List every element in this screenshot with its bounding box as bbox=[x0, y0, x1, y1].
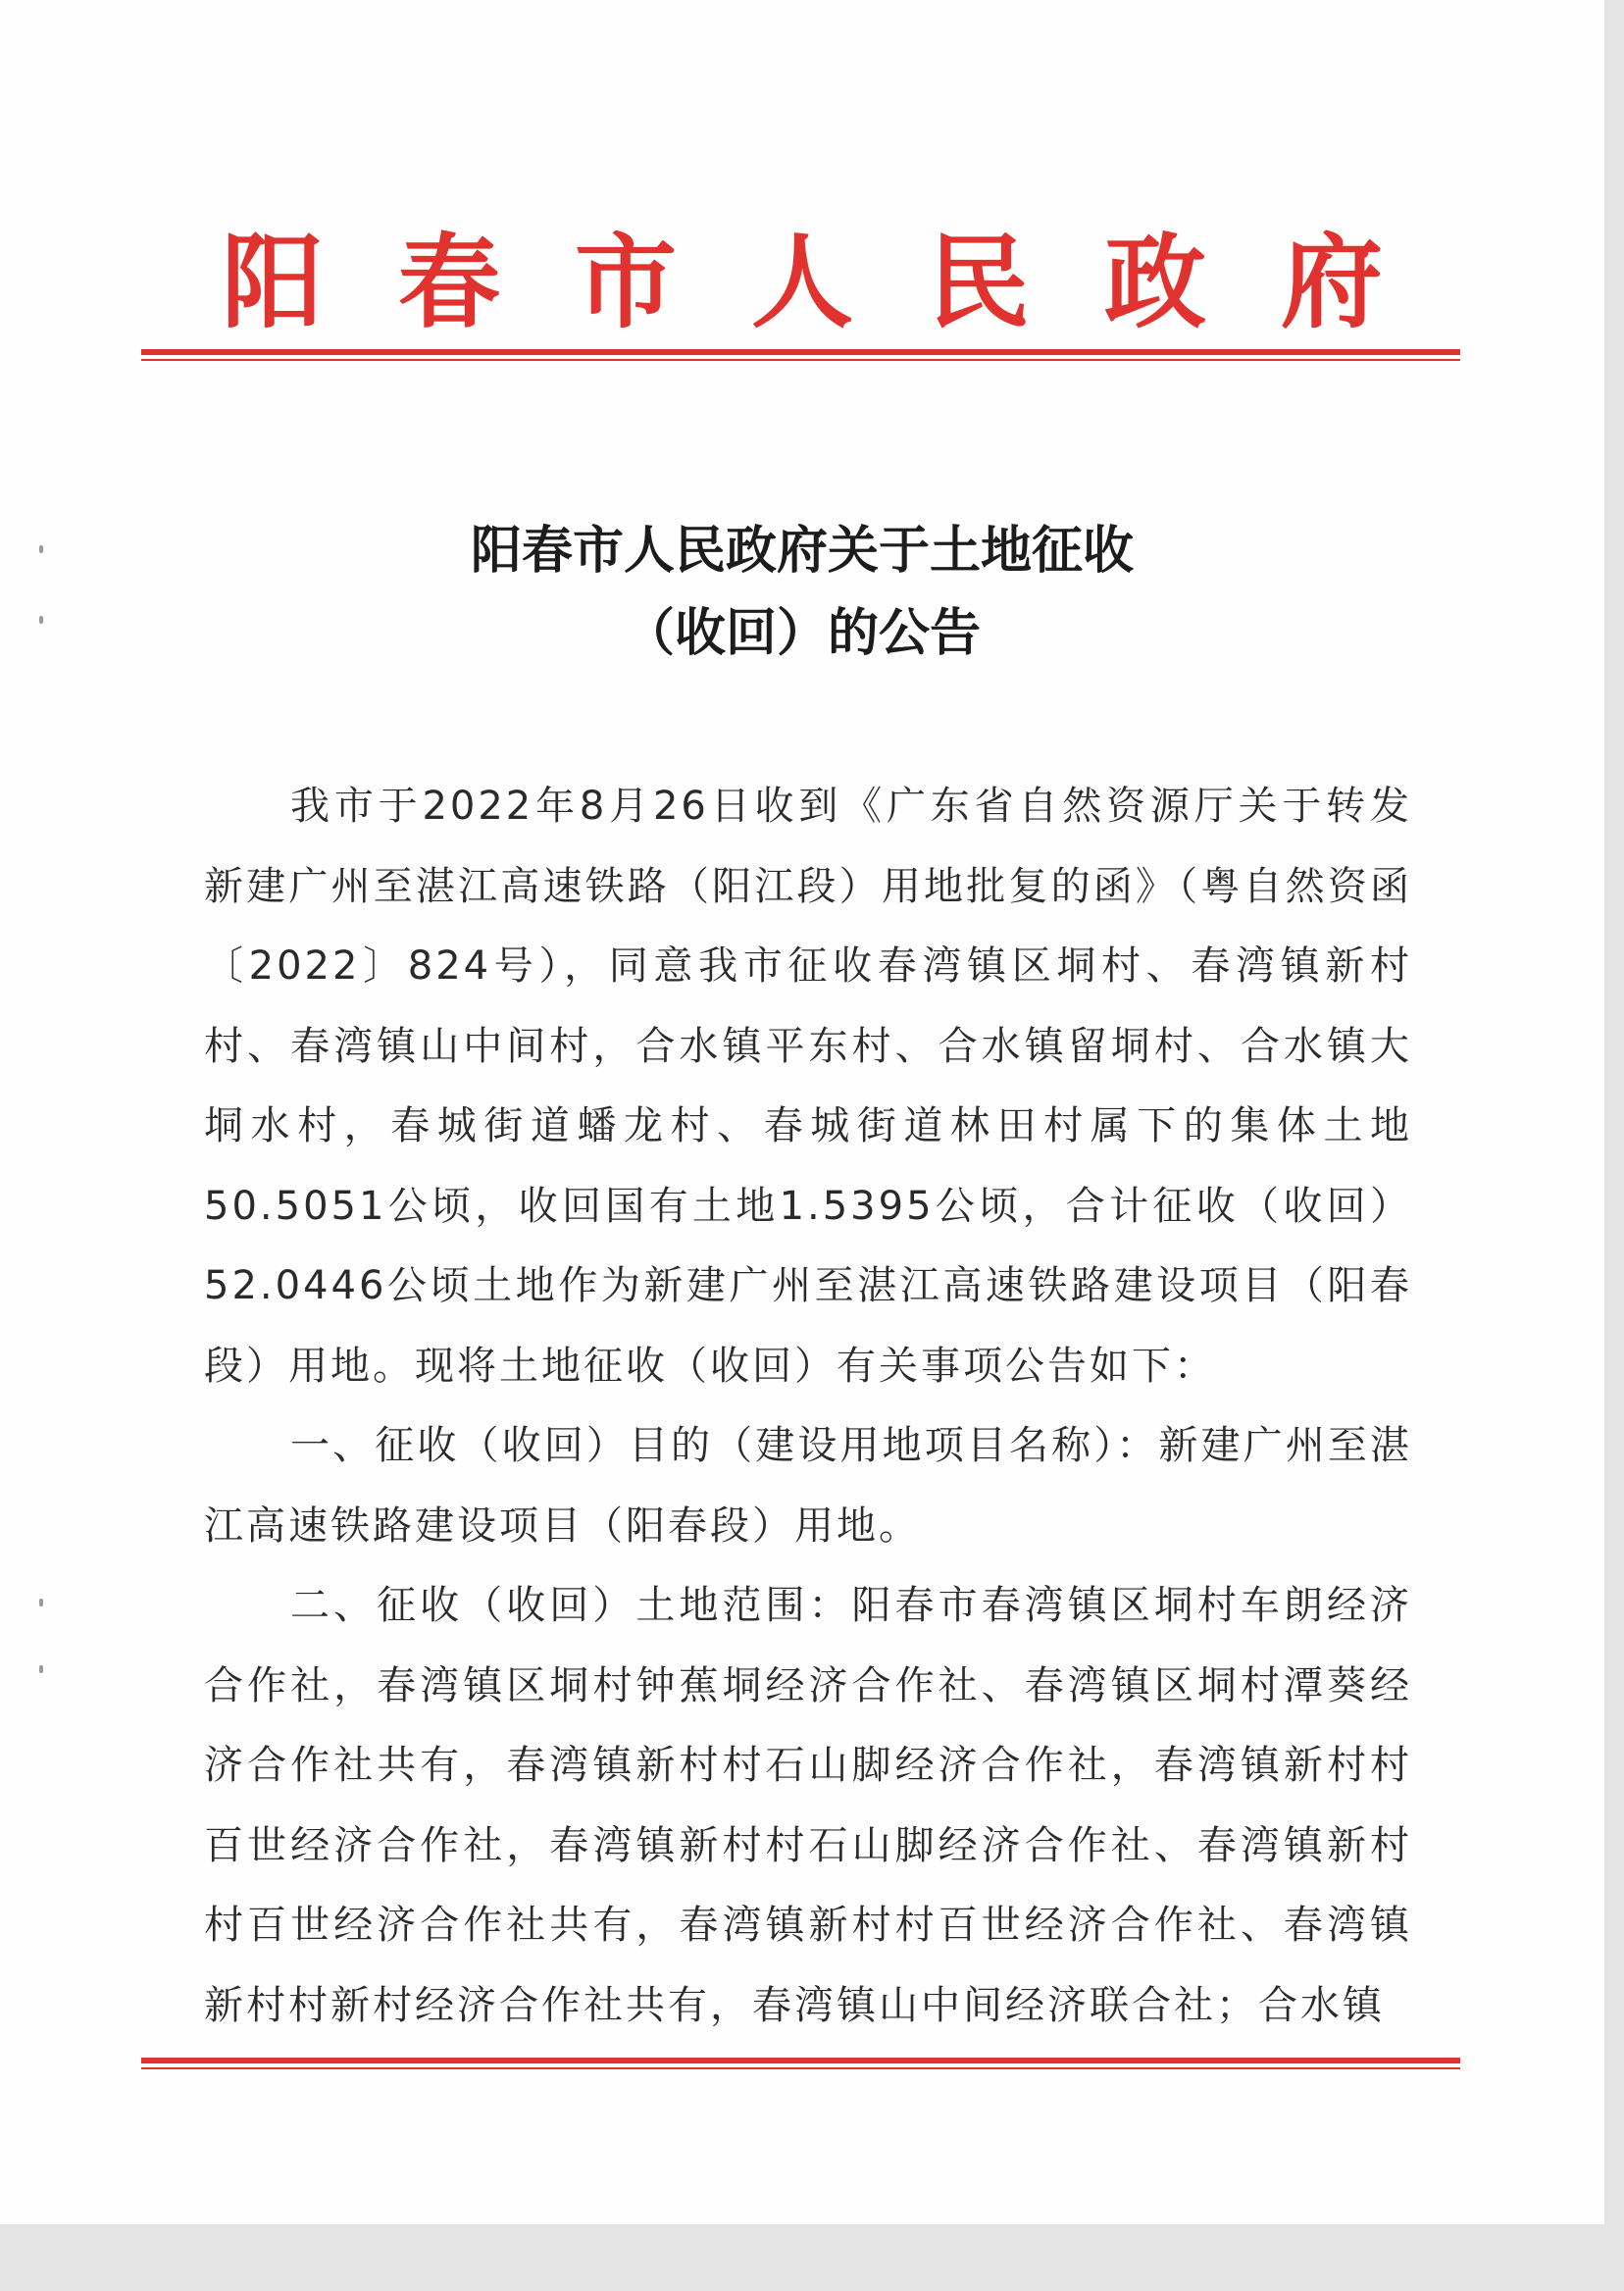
body-paragraph-intro: 我市于2022年8月26日收到《广东省自然资源厅关于转发新建广州至湛江高速铁路（阳江段）用地批复的函》（粤自然资函〔2022〕824号），同意我市征收春湾镇区垌村、春湾镇新村村、春湾镇山中间村，合水镇平东村、合水镇留垌村、合水镇大垌水村，春城街道蟠龙村、春城街道林田村属下的集体土地 50.5051公顷，收回国有土地1.5395公顷，合计征收（收回）52.0446公顷土地作为新建广州至湛江高速铁路建设项目（阳春段）用地。现将土地征收（收回）有关事项公告如下： bbox=[204, 784, 1412, 1389]
document-body bbox=[204, 767, 1412, 2046]
footer-rule-thin-line bbox=[141, 2067, 1460, 2069]
footer-red-rule bbox=[141, 2058, 1460, 2069]
body-paragraph-scope: 二、征收（收回）土地范围：阳春市春湾镇区垌村车朗经济合作社，春湾镇区垌村钟蕉垌经济合作社、春湾镇区垌村潭葵经济合作社共有，春湾镇新村村石山脚经济合作社，春湾镇新村村百世经济合作社，春湾镇新村村石山脚经济合作社、春湾镇新村村百世经济合作社共有，春湾镇新村村百世经济合作社、春湾镇新村村新村经济合作社共有，春湾镇山中间经济联合社；合水镇 bbox=[204, 1583, 1412, 2028]
red-rule-thin-line bbox=[141, 359, 1460, 361]
binding-hole-mark bbox=[39, 545, 43, 553]
binding-hole-mark bbox=[39, 1665, 43, 1673]
masthead-red-rule bbox=[141, 349, 1460, 361]
document-title-line-1: 阳春市人民政府关于土地征收 bbox=[470, 521, 1134, 581]
binding-hole-mark bbox=[39, 1599, 43, 1606]
binding-hole-mark bbox=[39, 616, 43, 624]
masthead-org-name: 阳春市人民政府 bbox=[221, 222, 1457, 342]
document-title-line-2: （收回）的公告 bbox=[623, 603, 981, 663]
body-paragraph-purpose: 一、征收（收回）目的（建设用地项目名称）：新建广州至湛江高速铁路建设项目（阳春段）用地。 bbox=[204, 1423, 1412, 1549]
